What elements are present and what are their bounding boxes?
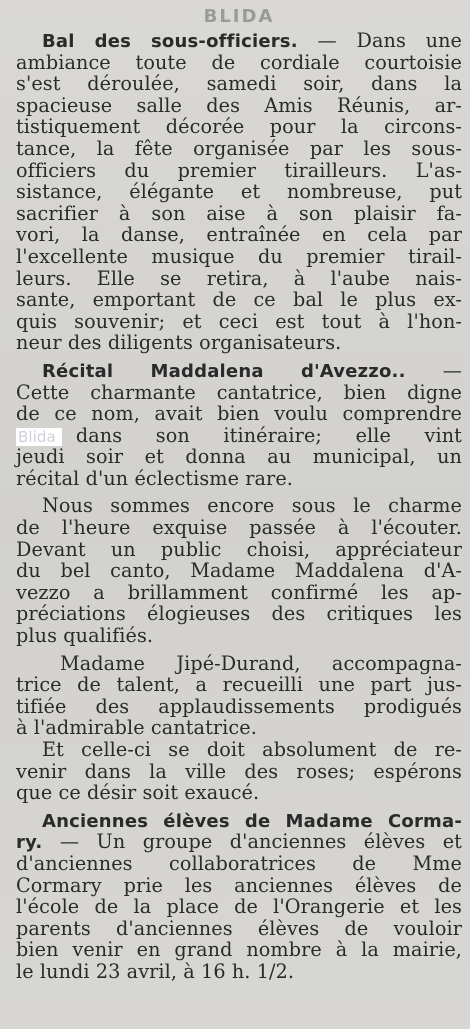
text-line: Cette charmante cantatrice, bien digne (16, 380, 462, 404)
article-title-line (16, 810, 462, 832)
text-line: sacrifier à son aise à son plaisir fa- (16, 201, 462, 225)
article-title-end: ry. (16, 832, 43, 854)
text-line: de l'heure exquise passée à l'écouter. (16, 516, 462, 540)
text-line: Devant un public choisi, appréciateur (16, 537, 462, 561)
article-anciennes-eleves (16, 810, 462, 983)
text-line: trice de talent, a recueilli une part jus- (16, 673, 462, 697)
text-line: tance, la fête organisée par les sous- (16, 136, 462, 160)
blida-label: Blida (16, 428, 62, 446)
text-line: s'est déroulée, samedi soir, dans la (16, 72, 462, 96)
text-line: vori, la danse, entraînée en cela par (16, 223, 462, 247)
article-title: Bal des sous-officiers. (42, 31, 298, 52)
text-line: l'excellente musique du premier tirail- (16, 244, 462, 268)
article-recital (16, 360, 462, 804)
text-line: Et celle-ci se doit absolument de re- (42, 738, 462, 761)
text-line: le lundi 23 avril, à 16 h. 1/2. (16, 959, 295, 983)
article-first-line (16, 360, 462, 382)
text-line: à l'admirable cantatrice. (16, 716, 257, 740)
article-title: Anciennes élèves de Madame Corma- (42, 810, 462, 832)
text-line: vezzo a brillamment confirmé les ap- (16, 580, 462, 604)
article-bal-sous-officiers (16, 30, 462, 354)
text-line: quis souvenir; et ceci est tout à l'hon- (16, 309, 462, 333)
article-lead-text: — (405, 358, 462, 382)
text-line: du bel canto, Madame Maddalena d'A- (16, 559, 462, 583)
text-line: Cormary prie les anciennes élèves de (16, 873, 462, 897)
text-line: Nous sommes encore sous le charme (42, 494, 462, 518)
article-first-line (16, 30, 462, 52)
text-line: parents d'anciennes élèves de vouloir (16, 916, 462, 940)
article-first-line (16, 831, 462, 853)
text-line: tistiquement décorée pour la circons- (16, 115, 462, 139)
text-line: ambiance toute de cordiale courtoisie (16, 50, 462, 74)
text-line: Madame Jipé-Durand, accompagna- (60, 651, 462, 675)
text-line: officiers du premier tirailleurs. L'as- (16, 158, 462, 182)
text-line: neur des diligents organisateurs. (16, 331, 342, 355)
text-line: préciations élogieuses des critiques les (16, 602, 462, 626)
text-fragment: dans son itinéraire; elle vint (75, 423, 462, 447)
text-line: bien venir en grand nombre à la mairie, (16, 938, 462, 962)
text-line: leurs. Elle se retira, à l'aube nais- (16, 266, 462, 290)
text-line: l'école de la place de l'Orangerie et les (16, 895, 462, 919)
text-line-with-label (16, 425, 462, 447)
text-line: d'anciennes collaboratrices de Mme (16, 851, 462, 875)
text-line: tifiée des applaudissements prodigués (16, 694, 462, 718)
text-line: venir dans la ville des roses; espérons (16, 759, 462, 783)
article-title: Récital Maddalena d'Avezzo.. (42, 360, 406, 382)
text-line: plus qualifiés. (16, 624, 154, 648)
text-line: sistance, élégante et nombreuse, put (16, 180, 462, 204)
section-header: BLIDA (203, 6, 275, 27)
article-lead-text: — Dans une (297, 29, 462, 52)
text-line: spacieuse salle des Amis Réunis, ar- (16, 93, 462, 117)
article-lead-text: — Un groupe d'anciennes élèves et (42, 830, 462, 854)
text-line: de ce nom, avait bien voulu comprendre (16, 402, 462, 426)
text-line: sante, emportant de ce bal le plus ex- (16, 288, 462, 312)
text-line: récital d'un éclectisme rare. (16, 466, 293, 490)
text-line: que ce désir soit exaucé. (16, 781, 260, 805)
text-line: jeudi soir et donna au municipal, un (16, 445, 462, 469)
